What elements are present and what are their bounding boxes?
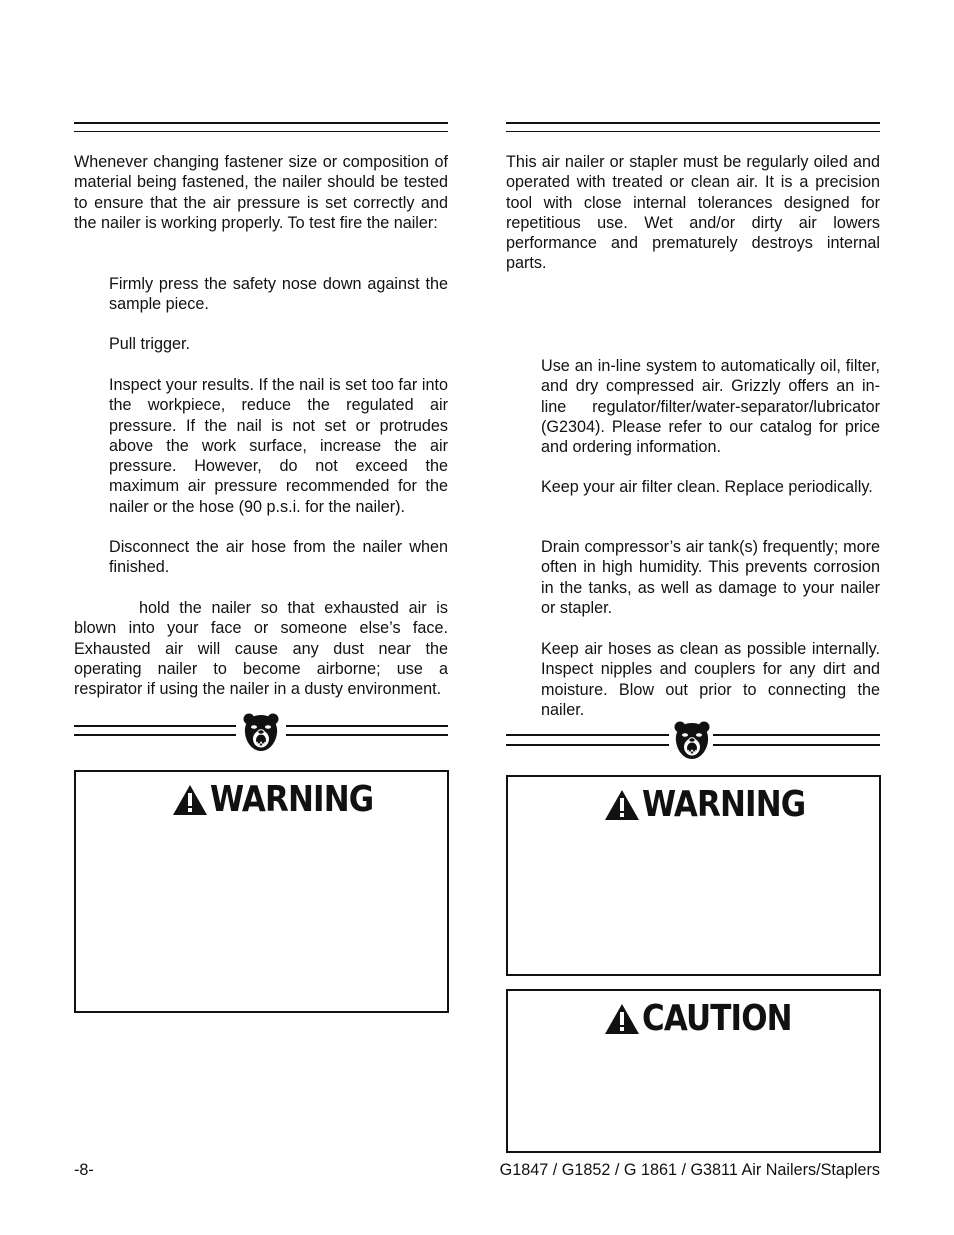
section-rule-bottom [506,131,880,132]
exclamation-triangle-icon [604,1003,640,1035]
right-column [506,0,880,1235]
test-fire-intro: Whenever changing fastener size or composition of material being fastened, the nailer should be tested to ensure that the air pressure is set correctly and the nailer is working properly. To test fire the nailer: [74,153,448,232]
caution-signal-word [604,998,816,1039]
model-title: G1847 / G1852 / G 1861 / G3811 Air Nailers/Staplers [499,1161,880,1179]
grizzly-bear-head-icon [242,712,280,752]
caution-label: CAUTION [642,998,792,1039]
section-rule-top [74,122,448,124]
exhaust-note [74,598,448,699]
air-tip-2: Keep your air filter clean. Replace periodically. [541,478,873,496]
section-rule-top [506,122,880,124]
section-rule-bottom [74,131,448,132]
warning-signal-word [604,784,832,825]
section-divider [506,720,880,760]
air-tip-4: Keep air hoses as clean as possible internally. Inspect nipples and couplers for any dirt and moisture. Blow out prior to connecting the nailer. [541,640,880,719]
warning-label: WARNING [642,784,806,825]
exclamation-triangle-icon [604,789,640,821]
warning-signal-word [172,779,400,820]
test-step-1: Firmly press the safety nose down against the sample piece. [109,275,448,314]
warning-box [506,775,881,976]
warning-box [74,770,449,1013]
left-column [74,0,448,1235]
page-number: -8- [74,1161,94,1179]
section-divider [74,712,448,752]
test-step-4: Disconnect the air hose from the nailer when finished. [109,538,448,577]
grizzly-bear-head-icon [673,720,711,760]
caution-box [506,989,881,1153]
warning-label: WARNING [210,779,374,820]
air-tip-1: Use an in-line system to automatically oil, filter, and dry compressed air. Grizzly offers an in-line regulator/filter/water-separator/lubricator (G2304). Please refer to our catalog for price and ordering information. [541,357,880,457]
exclamation-triangle-icon [172,784,208,816]
air-supply-intro: This air nailer or stapler must be regularly oiled and operated with treated or clean air. It is a precision tool with close internal tolerances designed for repetitious use. Wet and/or dirty air lowers performance and prematurely destroys internal parts. [506,153,880,273]
test-step-2: Pull trigger. [109,335,190,353]
exhaust-note-text: hold the nailer so that exhausted air is blown into your face or someone else’s face. Exhausted air will cause any dust near the operating nailer to become airborne; use a respirator if using the nailer in a dusty environment. [74,599,448,699]
air-tip-3: Drain compressor’s air tank(s) frequently; more often in high humidity. This prevents corrosion in the tanks, as well as damage to your nailer or stapler. [541,538,880,617]
test-step-3: Inspect your results. If the nail is set too far into the workpiece, reduce the regulated air pressure. If the nail is not set or protrudes above the work surface, increase the air pressure. However, do not exceed the maximum air pressure recommended for the nailer or the hose (90 p.s.i. for the nailer). [109,376,448,516]
